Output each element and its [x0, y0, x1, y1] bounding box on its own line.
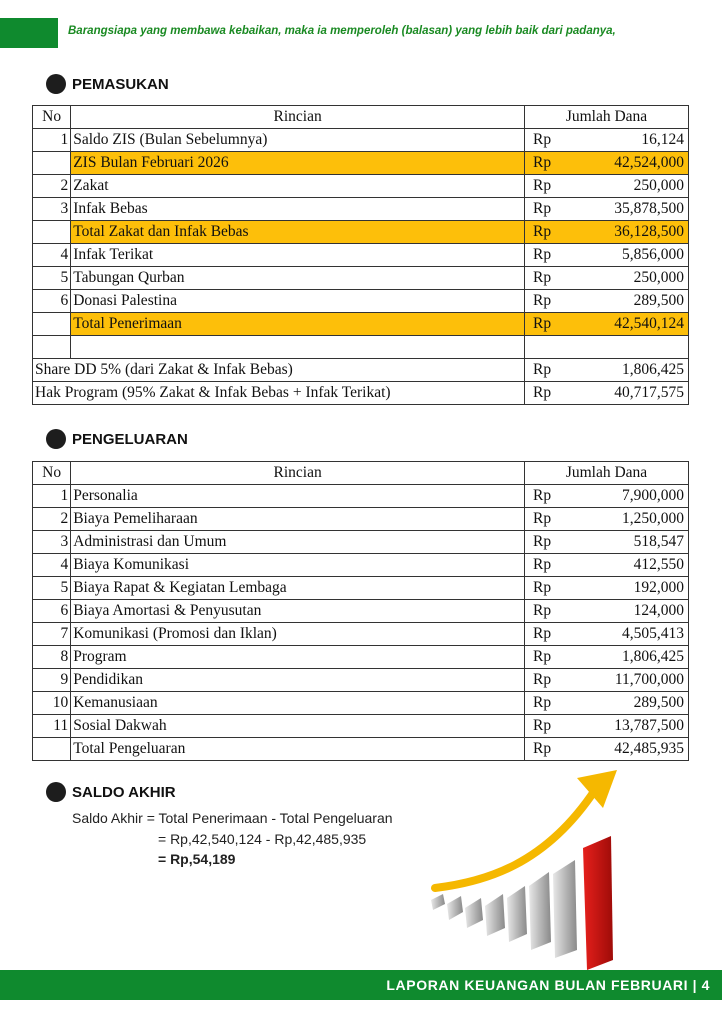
- footer-text: LAPORAN KEUANGAN BULAN FEBRUARI | 4: [386, 977, 710, 993]
- row-rincian: Sosial Dakwah: [71, 715, 525, 738]
- share-row: [33, 359, 689, 382]
- currency: Rp: [532, 648, 552, 665]
- table-row: [33, 313, 689, 336]
- saldo-formula: Saldo Akhir = Total Penerimaan - Total Pengeluaran: [72, 810, 393, 826]
- row-no: 1: [33, 485, 71, 508]
- currency: Rp: [532, 510, 552, 527]
- row-rincian: Biaya Komunikasi: [71, 554, 525, 577]
- row-amount: 35,878,500: [614, 200, 684, 217]
- table-row: [33, 692, 689, 715]
- table-row: [33, 485, 689, 508]
- currency: Rp: [532, 154, 552, 171]
- row-no: 3: [33, 531, 71, 554]
- row-amount: 250,000: [633, 177, 684, 194]
- table-row: [33, 531, 689, 554]
- growth-chart-illustration: [425, 770, 625, 970]
- section-bullet-icon: [46, 429, 66, 449]
- row-no: 10: [33, 692, 71, 715]
- row-amount: 42,485,935: [614, 740, 684, 757]
- hak-label: Hak Program (95% Zakat & Infak Bebas + Infak Terikat): [33, 382, 525, 405]
- pemasukan-table: [32, 105, 689, 405]
- row-amount: 1,806,425: [622, 648, 684, 665]
- tagline: Barangsiapa yang membawa kebaikan, maka ia memperoleh (balasan) yang lebih baik dari padanya,: [68, 25, 616, 37]
- col-no-header: No: [33, 106, 71, 129]
- hak-row: [33, 382, 689, 405]
- row-no: 5: [33, 267, 71, 290]
- top-green-bar: [0, 18, 58, 48]
- currency: Rp: [532, 533, 552, 550]
- row-amount: 250,000: [633, 269, 684, 286]
- row-rincian: Total Pengeluaran: [71, 738, 525, 761]
- currency: Rp: [532, 315, 552, 332]
- table-row: [33, 623, 689, 646]
- currency: Rp: [532, 717, 552, 734]
- row-no: [33, 313, 71, 336]
- row-no: 7: [33, 623, 71, 646]
- row-amount: 42,524,000: [614, 154, 684, 171]
- table-row: [33, 738, 689, 761]
- saldo-title: SALDO AKHIR: [72, 783, 176, 801]
- row-no: 4: [33, 554, 71, 577]
- pemasukan-title: PEMASUKAN: [72, 75, 169, 93]
- col-rincian-header: Rincian: [71, 462, 525, 485]
- row-amount: 289,500: [633, 694, 684, 711]
- share-amount: 1,806,425: [622, 361, 684, 378]
- table-row: [33, 715, 689, 738]
- table-row: [33, 152, 689, 175]
- row-rincian: Infak Bebas: [71, 198, 525, 221]
- share-label: Share DD 5% (dari Zakat & Infak Bebas): [33, 359, 525, 382]
- row-rincian: Kemanusiaan: [71, 692, 525, 715]
- hak-amount: 40,717,575: [614, 384, 684, 401]
- currency: Rp: [532, 740, 552, 757]
- table-row: [33, 267, 689, 290]
- row-no: 6: [33, 290, 71, 313]
- table-header-row: [33, 462, 689, 485]
- pemasukan-heading: [46, 74, 169, 94]
- row-rincian: Total Penerimaan: [71, 313, 525, 336]
- currency: Rp: [532, 384, 552, 401]
- col-rincian-header: Rincian: [71, 106, 525, 129]
- row-amount: 13,787,500: [614, 717, 684, 734]
- row-amount: 5,856,000: [622, 246, 684, 263]
- currency: Rp: [532, 602, 552, 619]
- currency: Rp: [532, 671, 552, 688]
- row-amount: 4,505,413: [622, 625, 684, 642]
- currency: Rp: [532, 223, 552, 240]
- row-no: [33, 221, 71, 244]
- col-jumlah-header: Jumlah Dana: [524, 462, 688, 485]
- pengeluaran-title: PENGELUARAN: [72, 430, 188, 448]
- table-row: [33, 198, 689, 221]
- currency: Rp: [532, 361, 552, 378]
- currency: Rp: [532, 625, 552, 642]
- row-no: 2: [33, 508, 71, 531]
- row-no: 3: [33, 198, 71, 221]
- saldo-result: = Rp,54,189: [158, 851, 236, 867]
- row-amount: 289,500: [633, 292, 684, 309]
- currency: Rp: [532, 131, 552, 148]
- row-rincian: Biaya Amortasi & Penyusutan: [71, 600, 525, 623]
- table-row: [33, 554, 689, 577]
- table-header-row: [33, 106, 689, 129]
- section-bullet-icon: [46, 74, 66, 94]
- table-row: [33, 600, 689, 623]
- row-no: 5: [33, 577, 71, 600]
- row-rincian: Total Zakat dan Infak Bebas: [71, 221, 525, 244]
- row-rincian: Tabungan Qurban: [71, 267, 525, 290]
- currency: Rp: [532, 292, 552, 309]
- row-no: 9: [33, 669, 71, 692]
- row-no: 11: [33, 715, 71, 738]
- section-bullet-icon: [46, 782, 66, 802]
- row-no: [33, 152, 71, 175]
- row-amount: 124,000: [633, 602, 684, 619]
- currency: Rp: [532, 487, 552, 504]
- row-rincian: Program: [71, 646, 525, 669]
- currency: Rp: [532, 177, 552, 194]
- table-row-empty: [33, 336, 689, 359]
- row-no: 1: [33, 129, 71, 152]
- currency: Rp: [532, 556, 552, 573]
- table-row: [33, 129, 689, 152]
- currency: Rp: [532, 694, 552, 711]
- row-amount: 192,000: [633, 579, 684, 596]
- row-no: 2: [33, 175, 71, 198]
- row-rincian: Komunikasi (Promosi dan Iklan): [71, 623, 525, 646]
- saldo-heading: [46, 782, 176, 802]
- row-amount: 16,124: [641, 131, 684, 148]
- row-rincian: Zakat: [71, 175, 525, 198]
- table-row: [33, 508, 689, 531]
- row-amount: 11,700,000: [614, 671, 684, 688]
- row-amount: 36,128,500: [614, 223, 684, 240]
- table-row: [33, 646, 689, 669]
- row-rincian: Saldo ZIS (Bulan Sebelumnya): [71, 129, 525, 152]
- row-rincian: Administrasi dan Umum: [71, 531, 525, 554]
- row-amount: 518,547: [633, 533, 684, 550]
- row-amount: 7,900,000: [622, 487, 684, 504]
- row-amount: 1,250,000: [622, 510, 684, 527]
- col-no-header: No: [33, 462, 71, 485]
- row-rincian: Personalia: [71, 485, 525, 508]
- row-rincian: Biaya Rapat & Kegiatan Lembaga: [71, 577, 525, 600]
- table-row: [33, 669, 689, 692]
- row-amount: 412,550: [633, 556, 684, 573]
- pengeluaran-table: [32, 461, 689, 761]
- currency: Rp: [532, 246, 552, 263]
- currency: Rp: [532, 200, 552, 217]
- row-rincian: ZIS Bulan Februari 2026: [71, 152, 525, 175]
- table-row: [33, 221, 689, 244]
- currency: Rp: [532, 579, 552, 596]
- pengeluaran-heading: [46, 429, 188, 449]
- row-rincian: Infak Terikat: [71, 244, 525, 267]
- currency: Rp: [532, 269, 552, 286]
- row-no: 8: [33, 646, 71, 669]
- row-rincian: Pendidikan: [71, 669, 525, 692]
- row-rincian: Biaya Pemeliharaan: [71, 508, 525, 531]
- row-no: 4: [33, 244, 71, 267]
- table-row: [33, 175, 689, 198]
- row-rincian: Donasi Palestina: [71, 290, 525, 313]
- row-no: 6: [33, 600, 71, 623]
- bars: [431, 836, 613, 970]
- col-jumlah-header: Jumlah Dana: [524, 106, 688, 129]
- saldo-calculation: = Rp,42,540,124 - Rp,42,485,935: [158, 831, 367, 847]
- row-amount: 42,540,124: [614, 315, 684, 332]
- table-row: [33, 577, 689, 600]
- footer-bar: [0, 970, 722, 1000]
- table-row: [33, 290, 689, 313]
- table-row: [33, 244, 689, 267]
- row-no: [33, 738, 71, 761]
